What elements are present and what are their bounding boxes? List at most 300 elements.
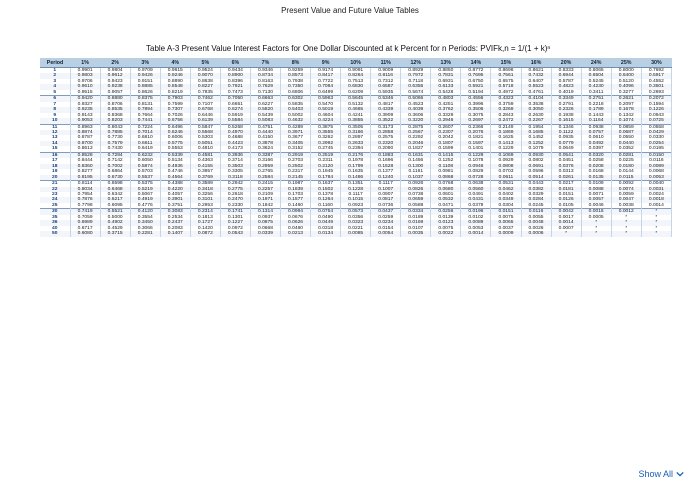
factor-cell: 0.3256 (190, 192, 220, 197)
factor-cell: 0.7224 (130, 124, 160, 130)
factor-cell: 0.5537 (130, 175, 160, 181)
factor-cell: 0.2083 (160, 226, 190, 231)
factor-cell: 0.5066 (401, 96, 431, 102)
factor-cell: 0.0075 (431, 226, 461, 231)
factor-cell: 0.2176 (341, 152, 371, 158)
factor-cell: 0.0014 (641, 203, 671, 209)
factor-cell: 0.1351 (341, 181, 371, 187)
column-header-rate: 8% (281, 58, 311, 68)
factor-cell: 0.0691 (521, 164, 551, 169)
factor-cell: 0.0907 (371, 192, 401, 197)
factor-cell: 0.0213 (281, 231, 311, 236)
factor-cell: * (611, 220, 641, 225)
period-cell: 9 (40, 113, 70, 118)
factor-cell: 0.0016 (581, 209, 611, 215)
factor-cell: 0.0154 (371, 226, 401, 231)
header-row (40, 58, 672, 68)
factor-cell: 0.0109 (581, 181, 611, 187)
factor-cell: 0.0042 (551, 209, 581, 215)
factor-cell: 0.8227 (190, 84, 220, 89)
factor-cell: 0.8900 (220, 73, 250, 78)
factor-cell: 0.5674 (401, 90, 431, 96)
factor-cell: 0.8000 (611, 68, 641, 74)
factor-cell: 0.0059 (611, 192, 641, 197)
factor-cell: 0.3186 (341, 130, 371, 135)
factor-cell: 0.4972 (491, 90, 521, 96)
factor-cell: 0.1342 (611, 113, 641, 118)
period-cell: 7 (40, 102, 70, 107)
factor-cell: 0.0923 (341, 203, 371, 209)
factor-cell: 0.0089 (641, 164, 671, 169)
factor-cell: 0.0123 (431, 220, 461, 225)
factor-cell: 0.9238 (100, 84, 130, 89)
factor-cell: 0.6830 (341, 84, 371, 89)
factor-cell: 0.1227 (220, 220, 250, 225)
factor-cell: 0.0339 (250, 231, 280, 236)
factor-cell: 0.4423 (220, 141, 250, 146)
factor-cell: 0.6944 (551, 73, 581, 78)
factor-cell: 0.7014 (130, 130, 160, 135)
period-cell: 18 (40, 164, 70, 169)
factor-cell: 0.2072 (641, 96, 671, 102)
factor-cell: 0.0943 (641, 113, 671, 118)
factor-cell: 0.0258 (581, 158, 611, 163)
factor-cell: 0.9612 (100, 73, 130, 78)
factor-cell: 0.9235 (70, 107, 100, 112)
factor-cell: 0.8116 (371, 73, 401, 78)
factor-cell: 0.1842 (250, 203, 280, 209)
factor-cell: 0.0808 (491, 164, 521, 169)
factor-cell: 0.8131 (130, 102, 160, 107)
factor-cell: 0.2621 (611, 96, 641, 102)
factor-cell: 0.7798 (70, 203, 100, 209)
factor-cell: 0.7284 (100, 152, 130, 158)
factor-cell: 0.3606 (401, 113, 431, 118)
factor-cell: 0.7462 (190, 96, 220, 102)
factor-cell: 0.6750 (461, 79, 491, 84)
factor-cell: 0.1415 (431, 152, 461, 158)
factor-cell: 0.7692 (641, 68, 671, 74)
factor-cell: 0.1987 (281, 181, 311, 187)
factor-cell: 0.5219 (130, 187, 160, 192)
factor-cell: 0.2946 (431, 118, 461, 124)
period-cell: 17 (40, 158, 70, 163)
factor-cell: 0.0009 (491, 231, 521, 236)
factor-cell: 0.0126 (551, 197, 581, 202)
factor-cell: 0.3875 (311, 124, 341, 130)
period-cell: 50 (40, 231, 70, 236)
factor-cell: * (611, 226, 641, 231)
factor-cell: 0.0946 (461, 164, 491, 169)
factor-cell: * (581, 226, 611, 231)
factor-cell: 0.4902 (100, 220, 130, 225)
factor-cell: 0.0935 (551, 135, 581, 140)
factor-cell: 0.1839 (281, 187, 311, 192)
column-header-rate: 5% (190, 58, 220, 68)
factor-cell: 0.1460 (281, 203, 311, 209)
factor-cell: 0.1456 (401, 158, 431, 163)
factor-cell: 0.0531 (491, 181, 521, 187)
factor-cell: 0.4564 (160, 175, 190, 181)
factor-cell: 0.8850 (431, 68, 461, 74)
factor-cell: 0.0610 (581, 135, 611, 140)
factor-cell: 0.7730 (100, 135, 130, 140)
factor-cell: 0.0601 (431, 192, 461, 197)
factor-cell: 0.3538 (521, 102, 551, 107)
factor-cell: 0.2697 (461, 118, 491, 124)
factor-cell: 0.8277 (70, 169, 100, 174)
column-header-rate: 12% (401, 58, 431, 68)
factor-cell: 0.1229 (491, 146, 521, 152)
factor-cell: 0.4810 (190, 146, 220, 152)
factor-cell: 0.0057 (581, 197, 611, 202)
factor-cell: 0.2618 (220, 192, 250, 197)
factor-cell: 0.6598 (100, 181, 130, 187)
factor-cell: 0.0217 (551, 181, 581, 187)
factor-cell: 0.1696 (371, 158, 401, 163)
factor-cell: 0.3305 (220, 169, 250, 174)
factor-cell: 0.4224 (311, 118, 341, 124)
factor-cell: 0.9070 (190, 73, 220, 78)
factor-cell: 0.0254 (641, 141, 671, 146)
factor-cell: 0.4039 (401, 107, 431, 112)
factor-cell: 0.0135 (581, 175, 611, 181)
factor-cell: 0.6575 (491, 79, 521, 84)
factor-cell: 0.3418 (190, 187, 220, 192)
factor-cell: 0.9174 (311, 68, 341, 74)
factor-cell: 0.4220 (160, 187, 190, 192)
factor-cell: 0.0284 (521, 197, 551, 202)
factor-cell: 0.9434 (220, 68, 250, 74)
factor-cell: 0.9515 (70, 90, 100, 96)
factor-cell: 0.4761 (521, 90, 551, 96)
factor-cell: 0.2919 (281, 152, 311, 158)
column-header-rate: 14% (461, 58, 491, 68)
factor-cell: 0.0668 (250, 226, 280, 231)
factor-cell: 0.1413 (491, 141, 521, 146)
factor-cell: 0.3329 (431, 113, 461, 118)
factor-cell: 0.3901 (160, 197, 190, 202)
factor-cell: 0.0460 (281, 226, 311, 231)
factor-cell: 0.9420 (70, 96, 100, 102)
factor-cell: 0.1486 (341, 175, 371, 181)
column-header-rate: 6% (220, 58, 250, 68)
factor-cell: 0.7835 (190, 90, 220, 96)
factor-cell: 0.0449 (311, 220, 341, 225)
factor-cell: 0.5245 (581, 79, 611, 84)
factor-cell: 0.3714 (220, 158, 250, 163)
table-row (40, 231, 672, 236)
chevron-down-icon (676, 470, 684, 478)
factor-cell: 0.2765 (250, 169, 280, 174)
factor-cell: 0.7579 (100, 141, 130, 146)
period-cell: 30 (40, 209, 70, 215)
factor-cell: 0.8621 (521, 68, 551, 74)
factor-cell: 0.1978 (341, 158, 371, 163)
factor-cell: 0.8219 (160, 90, 190, 96)
factor-cell: 0.0196 (461, 209, 491, 215)
factor-cell: 0.8203 (100, 118, 130, 124)
factor-cell: 0.5874 (130, 164, 160, 169)
factor-cell: 0.1452 (521, 135, 551, 140)
factor-cell: 0.0462 (491, 187, 521, 192)
factor-cell: 0.4057 (160, 192, 190, 197)
column-header-rate: 13% (431, 58, 461, 68)
factor-cell: 0.7312 (371, 79, 401, 84)
factor-cell: 0.2607 (431, 124, 461, 130)
period-cell: 23 (40, 192, 70, 197)
factor-cell: 0.9423 (100, 79, 130, 84)
factor-cell: 0.4803 (431, 96, 461, 102)
factor-cell: 0.0256 (431, 209, 461, 215)
factor-cell: 0.1377 (371, 169, 401, 174)
factor-cell: 0.2330 (220, 203, 250, 209)
factor-cell: 0.0075 (491, 215, 521, 220)
factor-cell: 0.2502 (281, 164, 311, 169)
factor-cell: 0.4523 (401, 102, 431, 107)
factor-cell: 0.0471 (431, 203, 461, 209)
factor-cell: 0.0938 (581, 124, 611, 130)
factor-cell: 0.8734 (250, 73, 280, 78)
factor-cell: 0.5132 (341, 102, 371, 107)
factor-cell: 0.9524 (190, 68, 220, 74)
factor-cell: 0.3166 (250, 158, 280, 163)
factor-cell: 0.8885 (130, 84, 160, 89)
pvif-table (40, 58, 672, 237)
factor-cell: 0.3450 (130, 220, 160, 225)
factor-cell: 0.0017 (551, 215, 581, 220)
factor-cell: 0.6931 (431, 79, 461, 84)
factor-cell: 0.2415 (250, 181, 280, 187)
factor-cell: 0.4936 (160, 164, 190, 169)
factor-cell: 0.6095 (100, 203, 130, 209)
factor-cell: 0.0105 (551, 203, 581, 209)
factor-cell: 0.5787 (551, 79, 581, 84)
factor-cell: 0.5584 (220, 118, 250, 124)
factor-cell: 0.0560 (461, 187, 491, 192)
factor-cell: 0.1528 (371, 164, 401, 169)
factor-cell: 0.1401 (461, 146, 491, 152)
factor-cell: 0.1117 (341, 192, 371, 197)
factor-cell: 0.6806 (281, 90, 311, 96)
factor-cell: 0.0065 (491, 220, 521, 225)
factor-cell: 0.5002 (281, 113, 311, 118)
factor-cell: 0.1685 (521, 130, 551, 135)
factor-cell: 0.0320 (581, 152, 611, 158)
factor-cell: 0.0541 (551, 152, 581, 158)
factor-cell: 0.7561 (491, 73, 521, 78)
factor-cell: 0.0037 (491, 226, 521, 231)
factor-cell: 0.0680 (431, 187, 461, 192)
factor-cell: 0.5775 (160, 141, 190, 146)
factor-cell: 0.7972 (401, 73, 431, 78)
factor-cell: 0.8528 (70, 152, 100, 158)
factor-cell: 0.3503 (220, 164, 250, 169)
factor-cell: 0.4529 (100, 226, 130, 231)
factor-cell: 0.1037 (401, 175, 431, 181)
factor-cell: 0.9246 (160, 73, 190, 78)
factor-cell: 0.0088 (581, 187, 611, 192)
factor-cell: 0.4150 (250, 135, 280, 140)
factor-cell: 0.4823 (551, 84, 581, 89)
factor-cell: 0.4604 (311, 113, 341, 118)
factor-cell: 0.4104 (521, 96, 551, 102)
factor-cell: 0.7059 (70, 215, 100, 220)
factor-cell: 0.3118 (220, 175, 250, 181)
factor-cell: 0.4096 (611, 84, 641, 89)
period-cell: 14 (40, 141, 70, 146)
factor-cell: 0.1015 (341, 197, 371, 202)
factor-cell: 0.7118 (401, 79, 431, 84)
factor-cell: 0.8706 (100, 102, 130, 107)
factor-cell: 0.4388 (160, 181, 190, 187)
factor-cell: 0.6496 (160, 124, 190, 130)
factor-cell: 0.0304 (491, 203, 521, 209)
factor-cell: 0.0018 (641, 197, 671, 202)
factor-cell: 0.5439 (250, 113, 280, 118)
factor-cell: 0.0703 (491, 169, 521, 174)
factor-cell: 0.1122 (551, 130, 581, 135)
factor-cell: 0.1314 (250, 209, 280, 215)
factor-cell: 0.0329 (521, 192, 551, 197)
column-header-rate: 20% (551, 58, 581, 68)
factor-cell: 0.4552 (641, 79, 671, 84)
factor-cell: 0.0638 (461, 181, 491, 187)
factor-cell: 0.5303 (190, 135, 220, 140)
factor-cell: 0.6756 (160, 118, 190, 124)
factor-cell: 0.6499 (311, 90, 341, 96)
factor-cell: 0.0573 (341, 209, 371, 215)
factor-cell: 0.2076 (461, 130, 491, 135)
factor-cell: * (641, 226, 671, 231)
factor-cell: 0.8880 (100, 96, 130, 102)
factor-cell: 0.0687 (611, 130, 641, 135)
factor-cell: 0.1108 (431, 164, 461, 169)
factor-cell: 0.6227 (250, 102, 280, 107)
factor-cell: * (641, 209, 671, 215)
factor-cell: 0.3677 (281, 135, 311, 140)
factor-cell: 0.3624 (250, 146, 280, 152)
factor-cell: 0.3501 (641, 84, 671, 89)
factor-cell: 0.1346 (551, 124, 581, 130)
factor-cell: 0.7513 (341, 79, 371, 84)
factor-cell: 0.1678 (611, 107, 641, 112)
factor-cell: 0.2394 (341, 146, 371, 152)
page-title: Present Value and Future Value Tables (281, 6, 419, 15)
factor-cell: 0.6302 (281, 96, 311, 102)
factor-cell: 0.2575 (371, 135, 401, 140)
factor-cell: 0.4556 (461, 96, 491, 102)
factor-cell: 0.9610 (70, 84, 100, 89)
factor-cell: 0.9709 (130, 68, 160, 74)
factor-cell: 0.0376 (551, 164, 581, 169)
show-all-button[interactable] (632, 468, 690, 480)
factor-cell: 0.1407 (160, 231, 190, 236)
factor-cell: 0.0089 (461, 220, 491, 225)
column-header-period: Period (40, 58, 70, 68)
factor-cell: 0.6355 (401, 84, 431, 89)
factor-cell: 0.1625 (491, 135, 521, 140)
factor-cell: 0.0382 (521, 187, 551, 192)
factor-cell: 0.1703 (281, 192, 311, 197)
factor-cell: 0.1799 (341, 164, 371, 169)
factor-cell: 0.0929 (491, 158, 521, 163)
factor-cell: 0.7664 (130, 113, 160, 118)
factor-cell: 0.4817 (371, 102, 401, 107)
factor-cell: 0.1821 (461, 135, 491, 140)
period-cell: 19 (40, 169, 70, 174)
factor-cell: 0.6864 (100, 169, 130, 174)
factor-cell: 0.2534 (160, 215, 190, 220)
factor-cell: 0.0451 (551, 158, 581, 163)
column-header-rate: 16% (521, 58, 551, 68)
factor-cell: 0.3971 (281, 130, 311, 135)
period-cell: 21 (40, 181, 70, 187)
factor-cell: 0.2292 (401, 135, 431, 140)
factor-cell: 0.4251 (431, 102, 461, 107)
show-all-label: Show All (638, 469, 673, 479)
factor-cell: 0.4019 (551, 90, 581, 96)
factor-cell: 0.0558 (641, 124, 671, 130)
factor-cell: 0.1240 (371, 175, 401, 181)
factor-cell: 0.0757 (581, 130, 611, 135)
factor-cell: 0.6663 (250, 96, 280, 102)
factor-cell: 0.0826 (401, 187, 431, 192)
factor-cell: 0.2311 (311, 158, 341, 163)
factor-cell: 0.6419 (130, 146, 160, 152)
factor-cell: 0.5000 (100, 215, 130, 220)
factor-cell: 0.3522 (371, 118, 401, 124)
factor-cell: 0.0402 (491, 192, 521, 197)
factor-cell: 0.6133 (431, 84, 461, 89)
factor-cell: 0.9901 (70, 68, 100, 74)
factor-cell: 0.3878 (250, 141, 280, 146)
factor-cell: 0.0053 (461, 226, 491, 231)
factor-cell: 0.1079 (521, 146, 551, 152)
factor-cell: 0.0134 (311, 231, 341, 236)
factor-cell: 0.6407 (521, 79, 551, 84)
factor-cell: 0.1252 (431, 158, 461, 163)
factor-cell: 0.0054 (371, 231, 401, 236)
factor-cell: 0.2472 (491, 118, 521, 124)
factor-cell: 0.2120 (311, 164, 341, 169)
factor-cell: 0.6274 (220, 107, 250, 112)
factor-cell: 0.2843 (491, 113, 521, 118)
factor-cell: 0.6139 (190, 118, 220, 124)
factor-cell: 0.1164 (581, 118, 611, 124)
factor-cell: 0.5339 (160, 152, 190, 158)
factor-cell: 0.0038 (611, 203, 641, 209)
factor-cell: 0.8163 (250, 79, 280, 84)
factor-cell: 0.3759 (491, 102, 521, 107)
factor-cell: 0.0144 (611, 169, 641, 174)
factor-cell: 0.5835 (281, 102, 311, 107)
factor-cell: 0.0859 (611, 124, 641, 130)
factor-cell: 0.1117 (371, 181, 401, 187)
factor-cell: 0.8638 (190, 79, 220, 84)
factor-cell: 0.3173 (371, 124, 401, 130)
factor-cell: 0.0926 (401, 181, 431, 187)
factor-cell: 0.5268 (220, 124, 250, 130)
factor-cell: 0.8874 (70, 130, 100, 135)
factor-cell: 0.0022 (431, 231, 461, 236)
factor-cell: 0.0040 (641, 181, 671, 187)
factor-cell: 0.0005 (581, 215, 611, 220)
column-header-rate: 2% (100, 58, 130, 68)
factor-cell: 0.0829 (461, 169, 491, 174)
factor-cell: 0.6730 (100, 175, 130, 181)
factor-cell: 0.2145 (281, 175, 311, 181)
